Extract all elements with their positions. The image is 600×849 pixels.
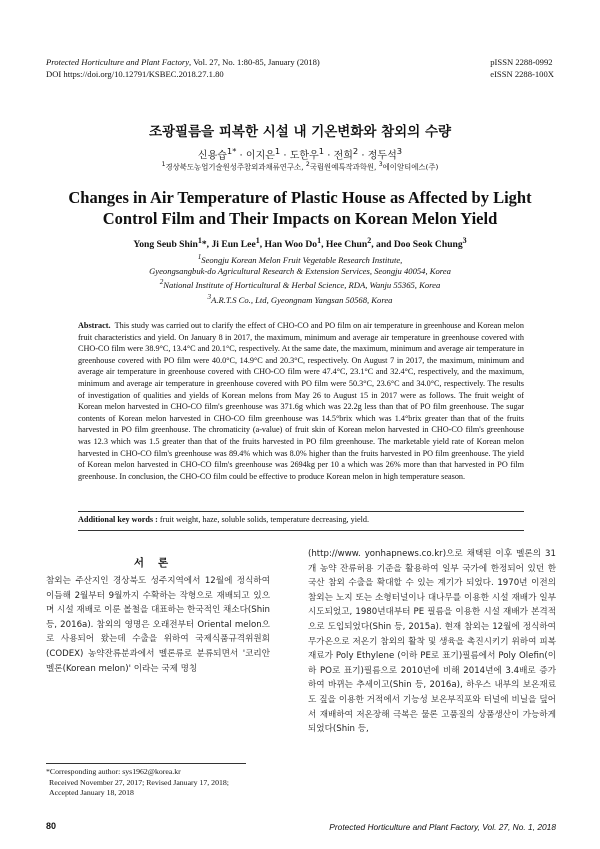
eissn: eISSN 2288-100X [490, 68, 554, 79]
journal-volume: , Vol. 27, No. 1:80-85, January (2018) [189, 57, 320, 67]
journal-header [46, 57, 320, 80]
abstract-label: Abstract. [78, 321, 111, 330]
page-number: 80 [46, 821, 57, 831]
english-affiliations [0, 252, 600, 306]
keywords-text: fruit weight, haze, soluble solids, temperature decreasing, yield. [159, 515, 370, 524]
korean-authors: 신용습$^{1*}$ · 이지은$^1$ · 도한우$^1$ · 전희$^2$ · 정두석$^3$ [197, 146, 403, 162]
abstract [78, 320, 524, 482]
affiliation-1a: $^1$Seongju Korean Melon Fruit Vegetable Research Institute, [197, 253, 403, 265]
affiliation-1b: Gyeongsangbuk-do Agricultural Research & Extension Services, Seongju 40054, Korea [149, 266, 451, 277]
affiliation-3: $^3$A.R.T.S Co., Ltd, Gyeongnam Yangsan 50568, Korea [207, 292, 393, 305]
korean-title: 조광필름을 피복한 시설 내 기온변화와 참외의 수량 [148, 124, 452, 140]
divider-bottom [78, 530, 524, 531]
english-authors: Yong Seub Shin$^1$*, Ji Eun Lee$^1$, Han Woo Do$^1$, Hee Chun$^2$, and Doo Seok Chung$^3$ [133, 236, 467, 251]
journal-name: Protected Horticulture and Plant Factory [46, 57, 190, 67]
received-date: Received November 27, 2017; Revised January 17, 2018; [49, 777, 229, 787]
body-left-column: 참외는 주산지인 경상북도 성주지역에서 12월에 정식하여 이듬해 2월부터 9월까지 수확하는 작형으로 재배되고 있으며 시설 재배로 이룬 볼철을 대표하는 한국적인 채소다(Shin 등, 2016a). 참외의 영명은 오래전부터 Oriental melon으로 사용되어 왔는데 수출을 위하여 국제식품규격위원회(CODEX) 농약잔류분과에서 멜론류로 분류되면서 '코리안 멜론(Korean melon)' 이라는 국제 명칭 [46, 576, 270, 674]
affiliation-2: $^2$National Institute of Horticultural & Herbal Science, RDA, Wanju 55365, Korea [159, 278, 441, 291]
corresponding-author: *Corresponding author: sys1962@korea.kr [46, 767, 181, 776]
keywords-label: Additional key words : [78, 515, 158, 524]
journal-citation [46, 57, 320, 69]
footnote [46, 767, 229, 799]
accepted-date: Accepted January 18, 2018 [49, 788, 134, 797]
english-title: Changes in Air Temperature of Plastic House as Affected by Light Control Film and Their Impacts on Korean Melon Yield [68, 188, 532, 228]
keywords [78, 515, 524, 524]
divider-top [78, 511, 524, 512]
pissn: pISSN 2288-0992 [490, 57, 553, 67]
doi-line: DOI https://doi.org/10.12791/KSBEC.2018.27.1.80 [46, 68, 224, 79]
footer-journal: Protected Horticulture and Plant Factory, Vol. 27, No. 1, 2018 [329, 822, 556, 832]
footnote-divider [46, 763, 246, 764]
korean-affiliations: $^1$경상북도농업기술원성주참외과채류연구소, $^2$국립원예특작과학원, $^3$에이알티에스(주) [161, 161, 439, 172]
abstract-text: This study was carried out to clarify the effect of CHO-CO and PO film on air temperature in greenhouse and Korean melon fruit characteristics and yield. On January 8 in 2017, the maximum, minimum and average air temperature in greenhouse covered with CHO-CO film were 38.9°C, 13.4°C and 20.1°C, respectively. At the same date, the maximum, minimum and average air temperature in greenhouse covered with PO film were 40.0°C, 14.9°C and 20.3°C, respectively. On August 7 in 2017, the maximum, minimum and average air temperature in greenhouse covered with CHO-CO film were 47.4°C, 23.1°C and 32.4°C, respectively, and the maximum, minimum and average air temperature in greenhouse covered with PO film were 50.3°C, 23.6°C and 34.0°C, respectively. The results of investigation of qualities and yields of Korean melons from May 26 to August 15 in 2017 were as follows. The fruit weight of Korean melon harvested in CHO-CO film's greenhouse was 371.6g which was 22.2g less than that of PO film greenhouse. The sugar contents of Korean melon harvested in CHO-CO film greenhouse was 14.5°brix which was 1.4°brix greater than that of the fruits harvested in PO film greenhouse. The chromaticity (a-value) of fruit skin of Korean melon harvested in CHO-CO film's greenhouse was 12.3 which was 1.5 greater than that of the fruits harvested in PO film greenhouse. The marketable yield rate of Korean melon harvested in CHO-CO film's greenhouse was 89.4% which was 8.0% higher than the fruits harvested in PO film greenhouse. The yield of Korean melon harvested in CHO-CO film's greenhouse was 2694kg per 10 a which was 26% more than that harvested in PO film greenhouse. In conclusion, the CHO-CO film could be effective to produce Korean melon in high temperature season. [78, 321, 524, 481]
body-right-column: (http://www. yonhapnews.co.kr)으로 채택된 이후 멜론의 31개 농약 잔류허용 기준을 활용하여 일부 국가에 한정되어 있던 한국산 참외 수출을 확대할 수 있는 계기가 되었다. 1970년 이전의 참외는 노지 또는 소형터널이나 대나무를 이용한 시설 재배가 일부 시도되었고, 1980년대부터 PE 필름을 이용한 시설 재배가 본격적으로 도입되었다(Shin 등, 2015a). 현재 참외는 12월에 정식하여 무가온으로 저온기 참외의 활착 및 생육을 촉진시키기 위하여 피복재료가 Poly Ethylene (이하 PE로 표기)필름에서 Poly Olefin(이하 PO로 표기)필름으로 2010년에 비해 2014년에 3.4배로 증가하여 바뀌는 추세이고(Shin 등, 2016a), 하우스 내부의 보온재료도 짚을 이용한 거적에서 기능성 보온부직포와 터널에 비닐을 덮어서 재배하여 저온장해 극복은 물론 고품질의 상품생산이 가능하게 되었다(Shin 등, [308, 549, 556, 735]
issn-block [490, 57, 554, 80]
section-heading: 서론 [133, 557, 183, 569]
